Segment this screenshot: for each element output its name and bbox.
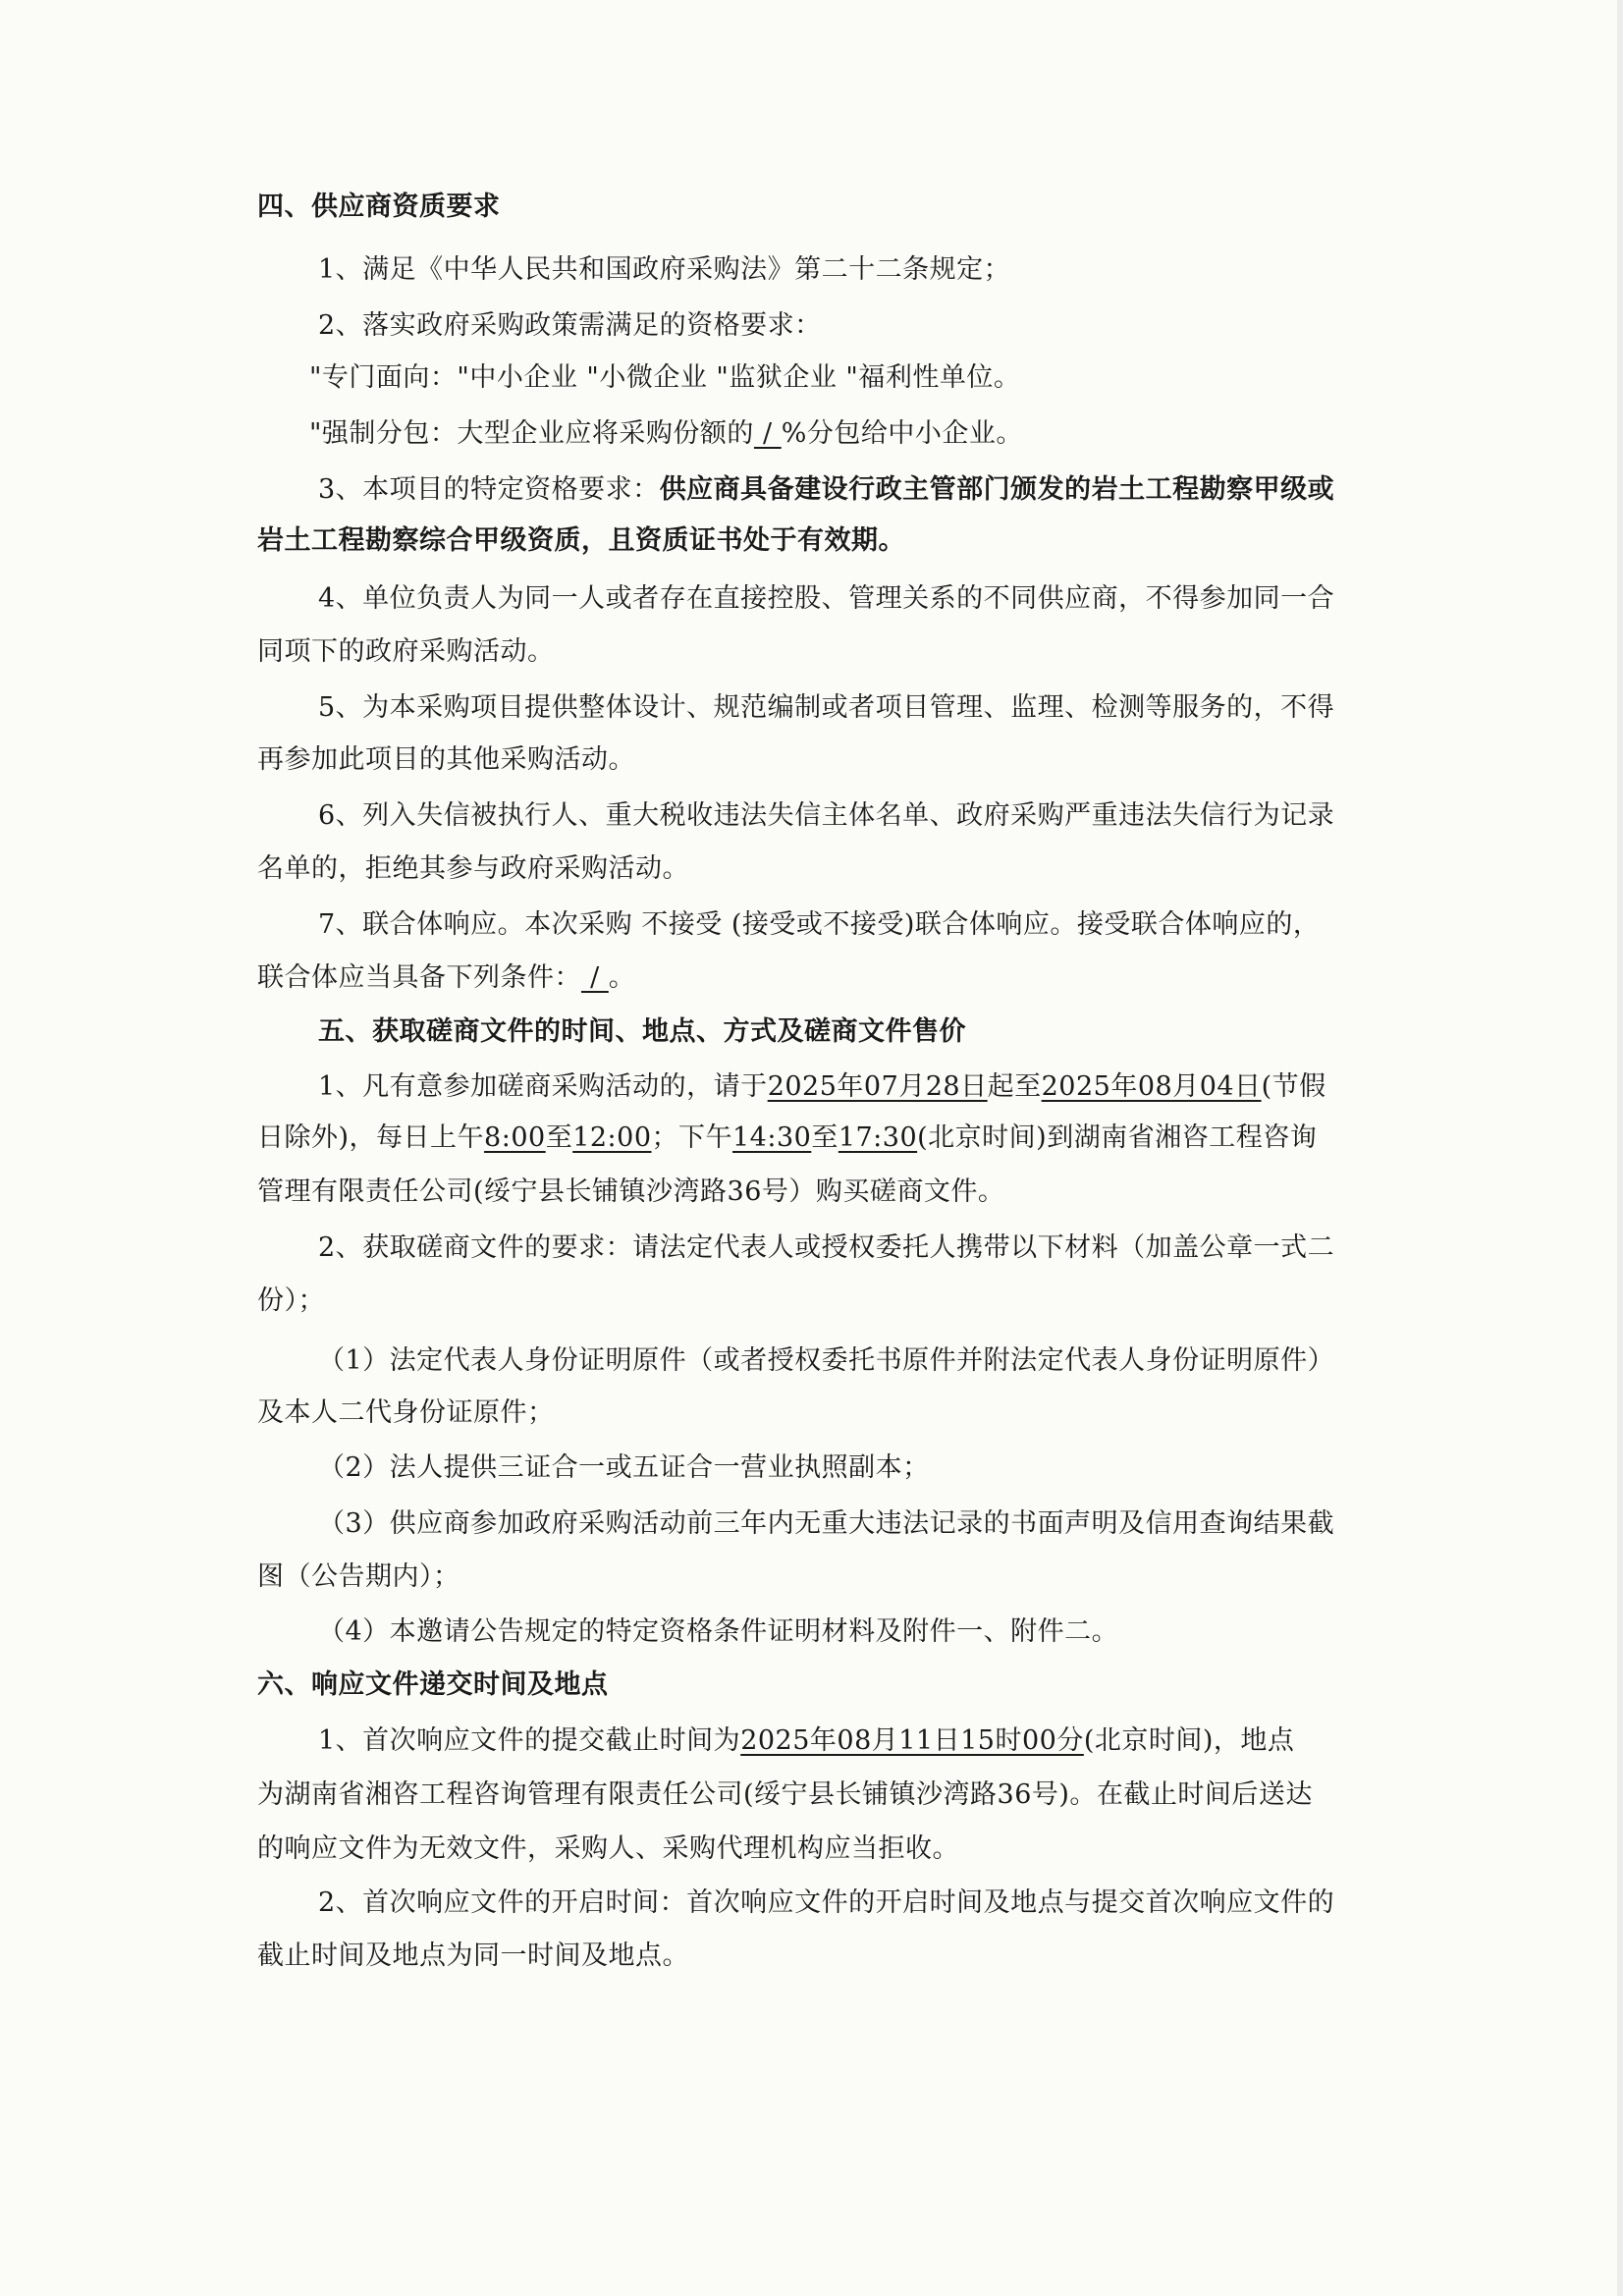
page-edge — [1617, 0, 1623, 2296]
s4-item-4-line2: 同项下的政府采购活动。 — [257, 636, 555, 667]
s5-sub-3-line1: （3）供应商参加政府采购活动前三年内无重大违法记录的书面声明及信用查询结果截 — [318, 1508, 1335, 1539]
s5-item-1-line1: 1、凡有意参加磋商采购活动的，请于2025年07月28日起至2025年08月04日(节假 — [318, 1071, 1326, 1102]
s4-mandatory-split: "强制分包：大型企业应将采购份额的 / %分包给中小企业。 — [309, 418, 1023, 449]
s4-item-3-line2: 岩土工程勘察综合甲级资质，且资质证书处于有效期。 — [257, 525, 905, 556]
s4-item-1: 1、满足《中华人民共和国政府采购法》第二十二条规定； — [318, 254, 1011, 285]
s4-item-2: 2、落实政府采购政策需满足的资格要求： — [318, 310, 822, 341]
s5-item-1-line3: 管理有限责任公司(绥宁县长铺镇沙湾路36号）购买磋商文件。 — [257, 1176, 1005, 1207]
s6-item-2-line1: 2、首次响应文件的开启时间：首次响应文件的开启时间及地点与提交首次响应文件的 — [318, 1887, 1335, 1918]
s4-item-6-line2: 名单的，拒绝其参与政府采购活动。 — [257, 853, 689, 884]
section-5-heading: 五、获取磋商文件的时间、地点、方式及磋商文件售价 — [318, 1016, 966, 1047]
s5-sub-4: （4）本邀请公告规定的特定资格条件证明材料及附件一、附件二。 — [318, 1616, 1119, 1647]
s6-item-1-line1: 1、首次响应文件的提交截止时间为2025年08月11日15时00分(北京时间)，地点 — [318, 1725, 1295, 1756]
s5-item-2-line1: 2、获取磋商文件的要求：请法定代表人或授权委托人携带以下材料（加盖公章一式二 — [318, 1232, 1335, 1263]
s5-sub-1-line2: 及本人二代身份证原件； — [257, 1397, 555, 1428]
section-6-heading: 六、响应文件递交时间及地点 — [257, 1669, 609, 1700]
s4-item-7-line1: 7、联合体响应。本次采购 不接受 (接受或不接受)联合体响应。接受联合体响应的， — [318, 909, 1321, 940]
s4-item-4-line1: 4、单位负责人为同一人或者存在直接控股、管理关系的不同供应商，不得参加同一合 — [318, 583, 1335, 614]
s5-item-2-line2: 份）； — [257, 1285, 325, 1316]
s5-sub-2: （2）法人提供三证合一或五证合一营业执照副本； — [318, 1452, 930, 1483]
s4-item-6-line1: 6、列入失信被执行人、重大税收违法失信主体名单、政府采购严重违法失信行为记录 — [318, 800, 1335, 831]
s6-item-1-line3: 的响应文件为无效文件，采购人、采购代理机构应当拒收。 — [257, 1833, 959, 1864]
s5-sub-3-line2: 图（公告期内）； — [257, 1561, 460, 1592]
s4-item-5-line1: 5、为本采购项目提供整体设计、规范编制或者项目管理、监理、检测等服务的，不得 — [318, 692, 1335, 723]
s6-item-1-line2: 为湖南省湘咨工程咨询管理有限责任公司(绥宁县长铺镇沙湾路36号)。在截止时间后送达 — [257, 1779, 1313, 1810]
section-4-heading: 四、供应商资质要求 — [257, 191, 501, 222]
s4-item-7-line2: 联合体应当具备下列条件： / 。 — [257, 962, 636, 993]
s5-sub-1-line1: （1）法定代表人身份证明原件（或者授权委托书原件并附法定代表人身份证明原件） — [318, 1345, 1335, 1376]
s5-item-1-line2: 日除外)，每日上午8:00至12:00；下午14:30至17:30(北京时间)到湖南省湘咨工程咨询 — [257, 1122, 1318, 1153]
s4-item-5-line2: 再参加此项目的其他采购活动。 — [257, 744, 635, 775]
s4-item-3-line1: 3、本项目的特定资格要求：供应商具备建设行政主管部门颁发的岩土工程勘察甲级或 — [318, 474, 1335, 505]
s6-item-2-line2: 截止时间及地点为同一时间及地点。 — [257, 1941, 689, 1971]
s4-special-direction: "专门面向："中小企业 "小微企业 "监狱企业 "福利性单位。 — [309, 362, 1021, 393]
